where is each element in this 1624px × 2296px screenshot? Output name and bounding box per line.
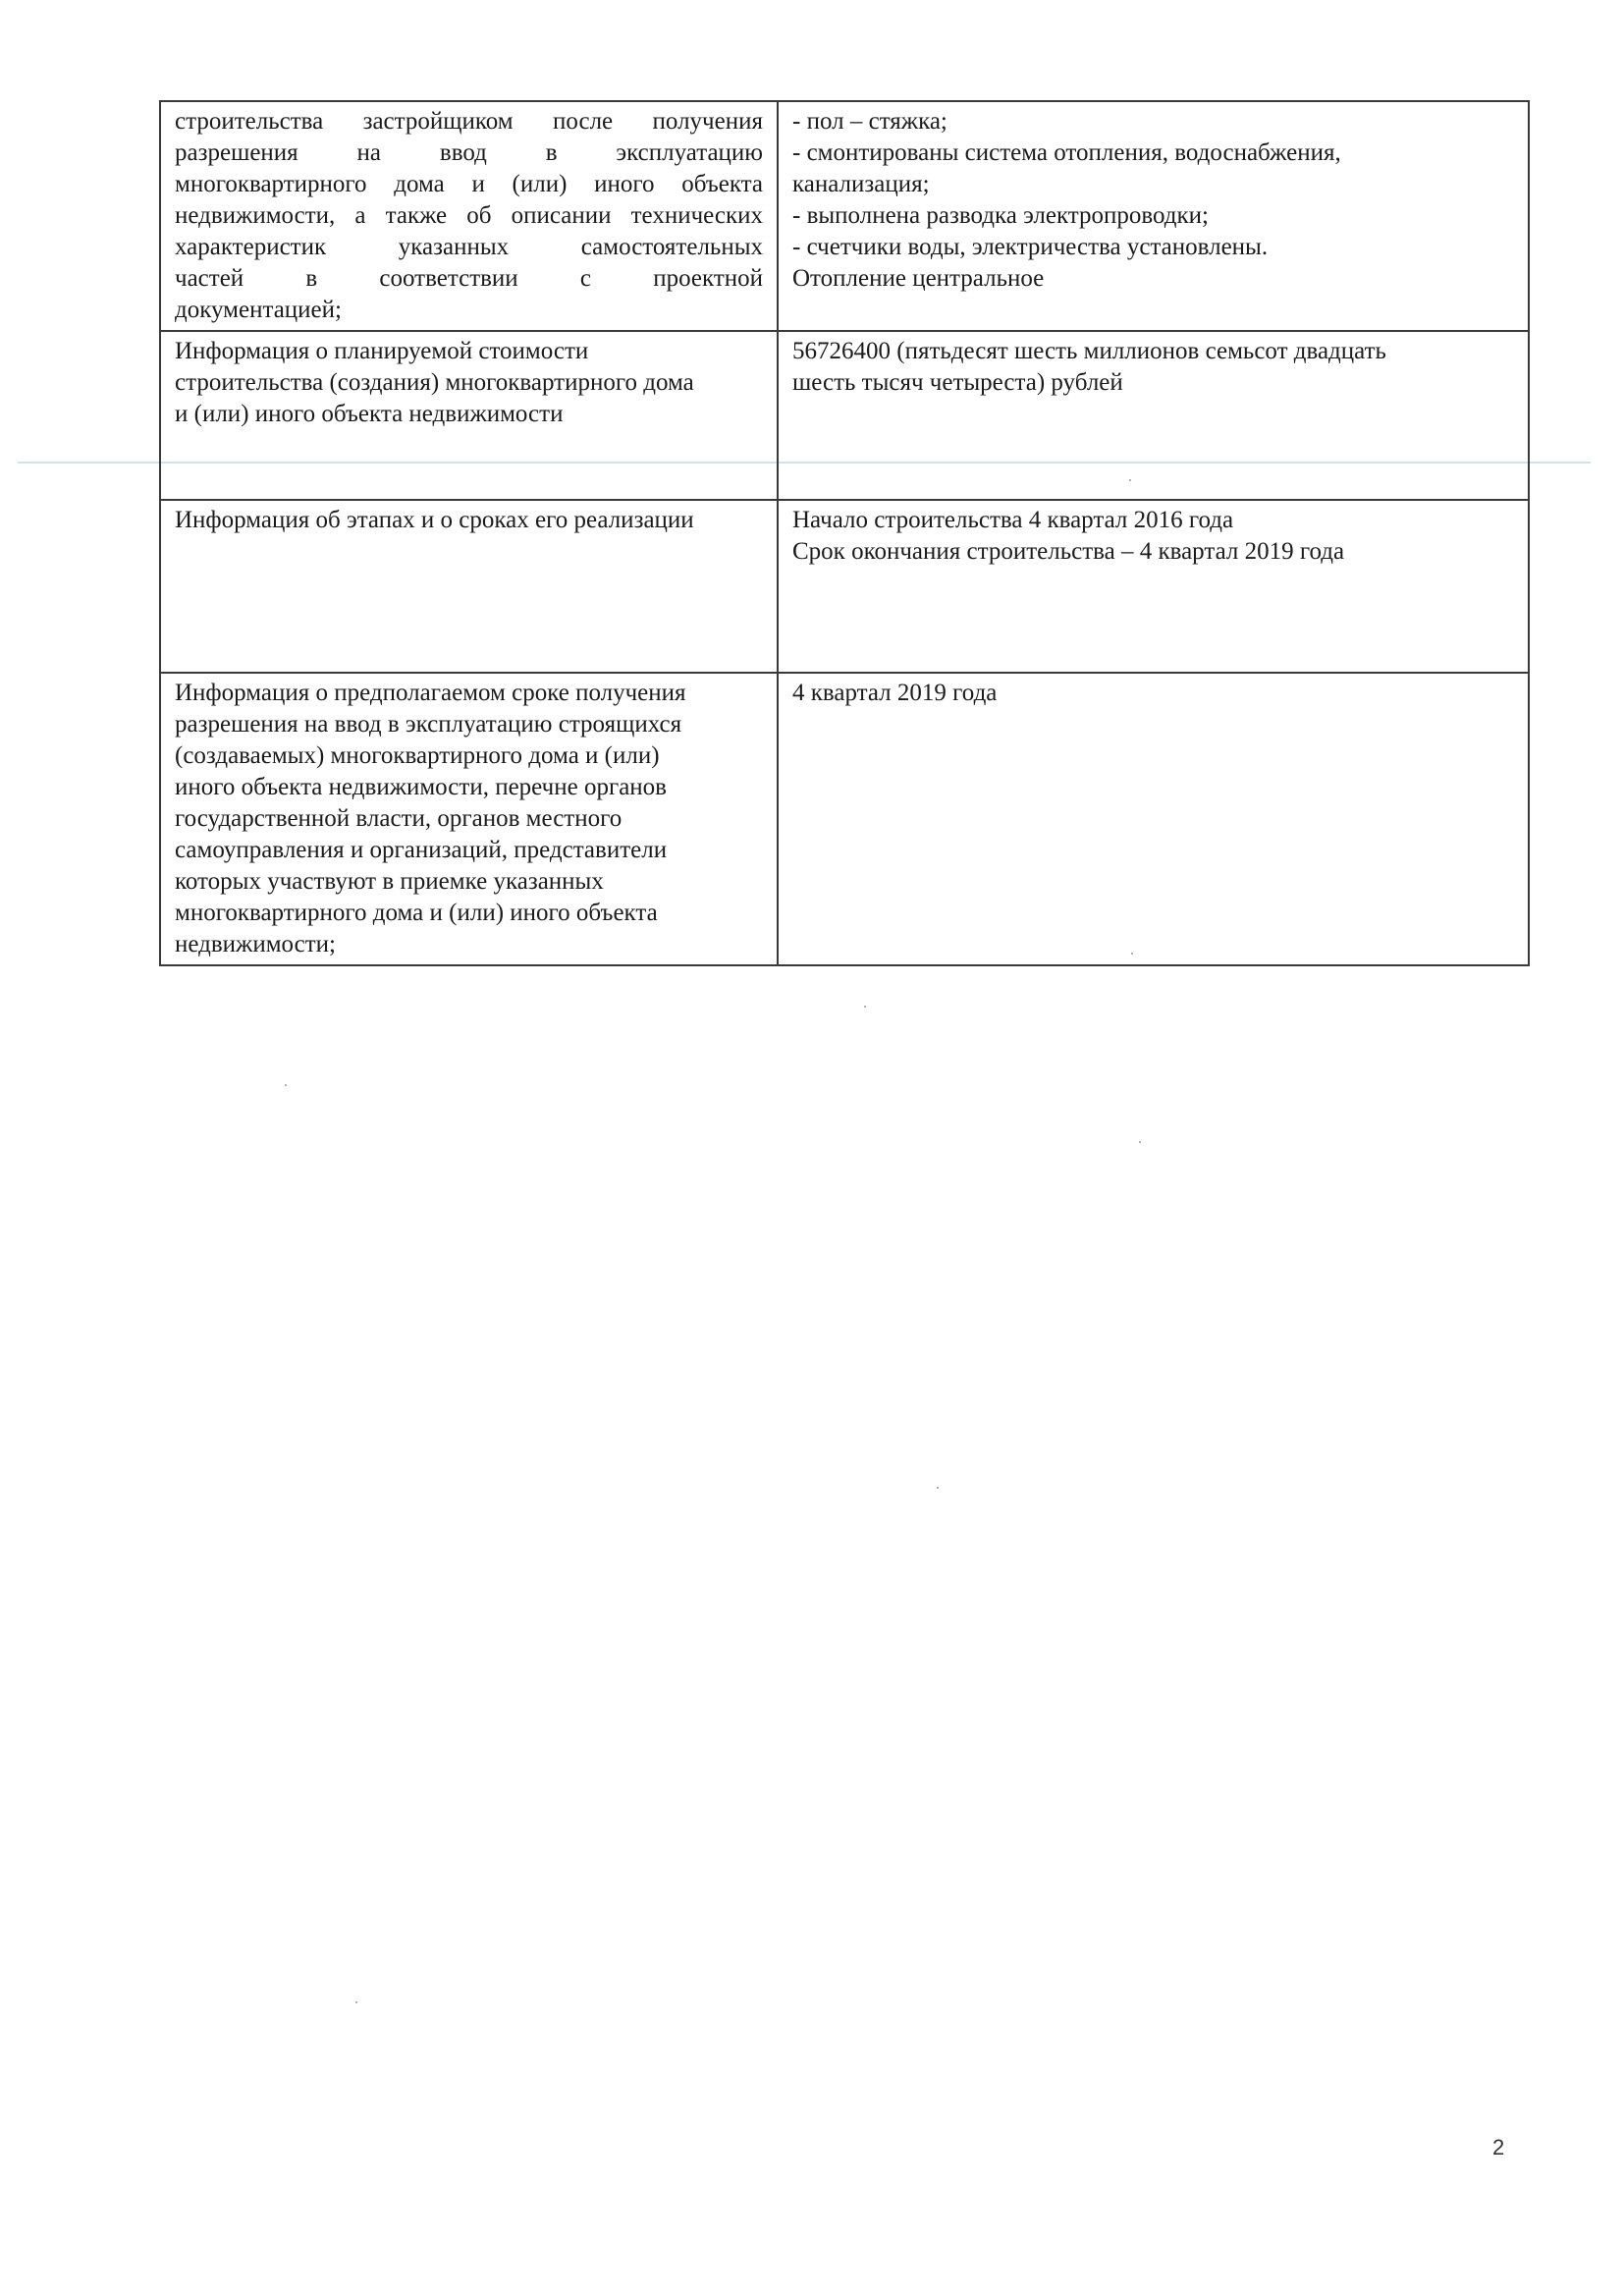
table-cell-label	[160, 500, 778, 673]
cell-text-line: - пол – стяжка;	[792, 108, 947, 135]
table-cell-value	[778, 500, 1529, 673]
scan-speck	[1129, 479, 1131, 481]
cell-text-line: самоуправления и организаций, представители	[175, 837, 668, 863]
cell-text-line: канализация;	[792, 171, 930, 197]
cell-text-line: документацией;	[175, 297, 342, 323]
scan-speck	[937, 1487, 939, 1489]
cell-text-line: - смонтированы система отопления, водоснабжения,	[792, 139, 1341, 166]
cell-text-line: многоквартирного дома и (или) иного объекта	[175, 171, 763, 197]
table-cell-label	[160, 331, 778, 500]
cell-text-line: иного объекта недвижимости, перечне органов	[175, 774, 667, 800]
cell-text-line: недвижимости, а также об описании технических	[175, 202, 763, 229]
table-cell-value	[778, 331, 1529, 500]
scan-speck	[1139, 1141, 1141, 1143]
cell-text-line: шесть тысяч четыреста) рублей	[792, 369, 1123, 396]
cell-text-line: Отопление центральное	[792, 265, 1045, 292]
table-row	[160, 500, 1529, 673]
table-cell-value	[778, 101, 1529, 331]
cell-text-line: которых участвуют в приемке указанных	[175, 868, 604, 895]
cell-text-line: - счетчики воды, электричества установлены.	[792, 234, 1269, 260]
cell-text-line: Начало строительства 4 квартал 2016 года	[792, 507, 1234, 533]
cell-text-line: 4 квартал 2019 года	[792, 680, 998, 706]
table-cell-label	[160, 101, 778, 331]
table-cell-label	[160, 673, 778, 965]
cell-text-line: 56726400 (пятьдесят шесть миллионов семьсот двадцать	[792, 338, 1386, 364]
cell-text-line: Информация об этапах и о сроках его реализации	[175, 507, 694, 533]
scan-speck	[285, 1084, 287, 1086]
cell-text-line: разрешения на ввод в эксплуатацию строящихся	[175, 711, 682, 738]
cell-text-line: недвижимости;	[175, 931, 336, 957]
scan-speck	[1131, 953, 1133, 955]
cell-text-line: Срок окончания строительства – 4 квартал 2019 года	[792, 538, 1345, 565]
scan-speck	[355, 2001, 357, 2003]
cell-text-line: государственной власти, органов местного	[175, 805, 623, 832]
table-row	[160, 673, 1529, 965]
table-row	[160, 101, 1529, 331]
cell-text-line: (создаваемых) многоквартирного дома и (или)	[175, 742, 660, 769]
cell-text-line: Информация о планируемой стоимости	[175, 338, 589, 364]
cell-text-line: Информация о предполагаемом сроке получения	[175, 680, 686, 706]
cell-text-line: разрешения на ввод в эксплуатацию	[175, 139, 763, 166]
scan-speck	[864, 1006, 866, 1008]
table-row	[160, 331, 1529, 500]
cell-text-line: многоквартирного дома и (или) иного объекта	[175, 900, 658, 926]
cell-text-line: и (или) иного объекта недвижимости	[175, 401, 564, 427]
page-number: 2	[1492, 2135, 1505, 2159]
cell-text-line: характеристик указанных самостоятельных	[175, 234, 763, 260]
cell-text-line: строительства застройщиком после получения	[175, 108, 763, 135]
cell-text-line: строительства (создания) многоквартирного дома	[175, 369, 694, 396]
cell-text-line: - выполнена разводка электропроводки;	[792, 202, 1209, 229]
cell-text-line: частей в соответствии с проектной	[175, 265, 763, 292]
info-table	[159, 100, 1530, 966]
table-cell-value	[778, 673, 1529, 965]
